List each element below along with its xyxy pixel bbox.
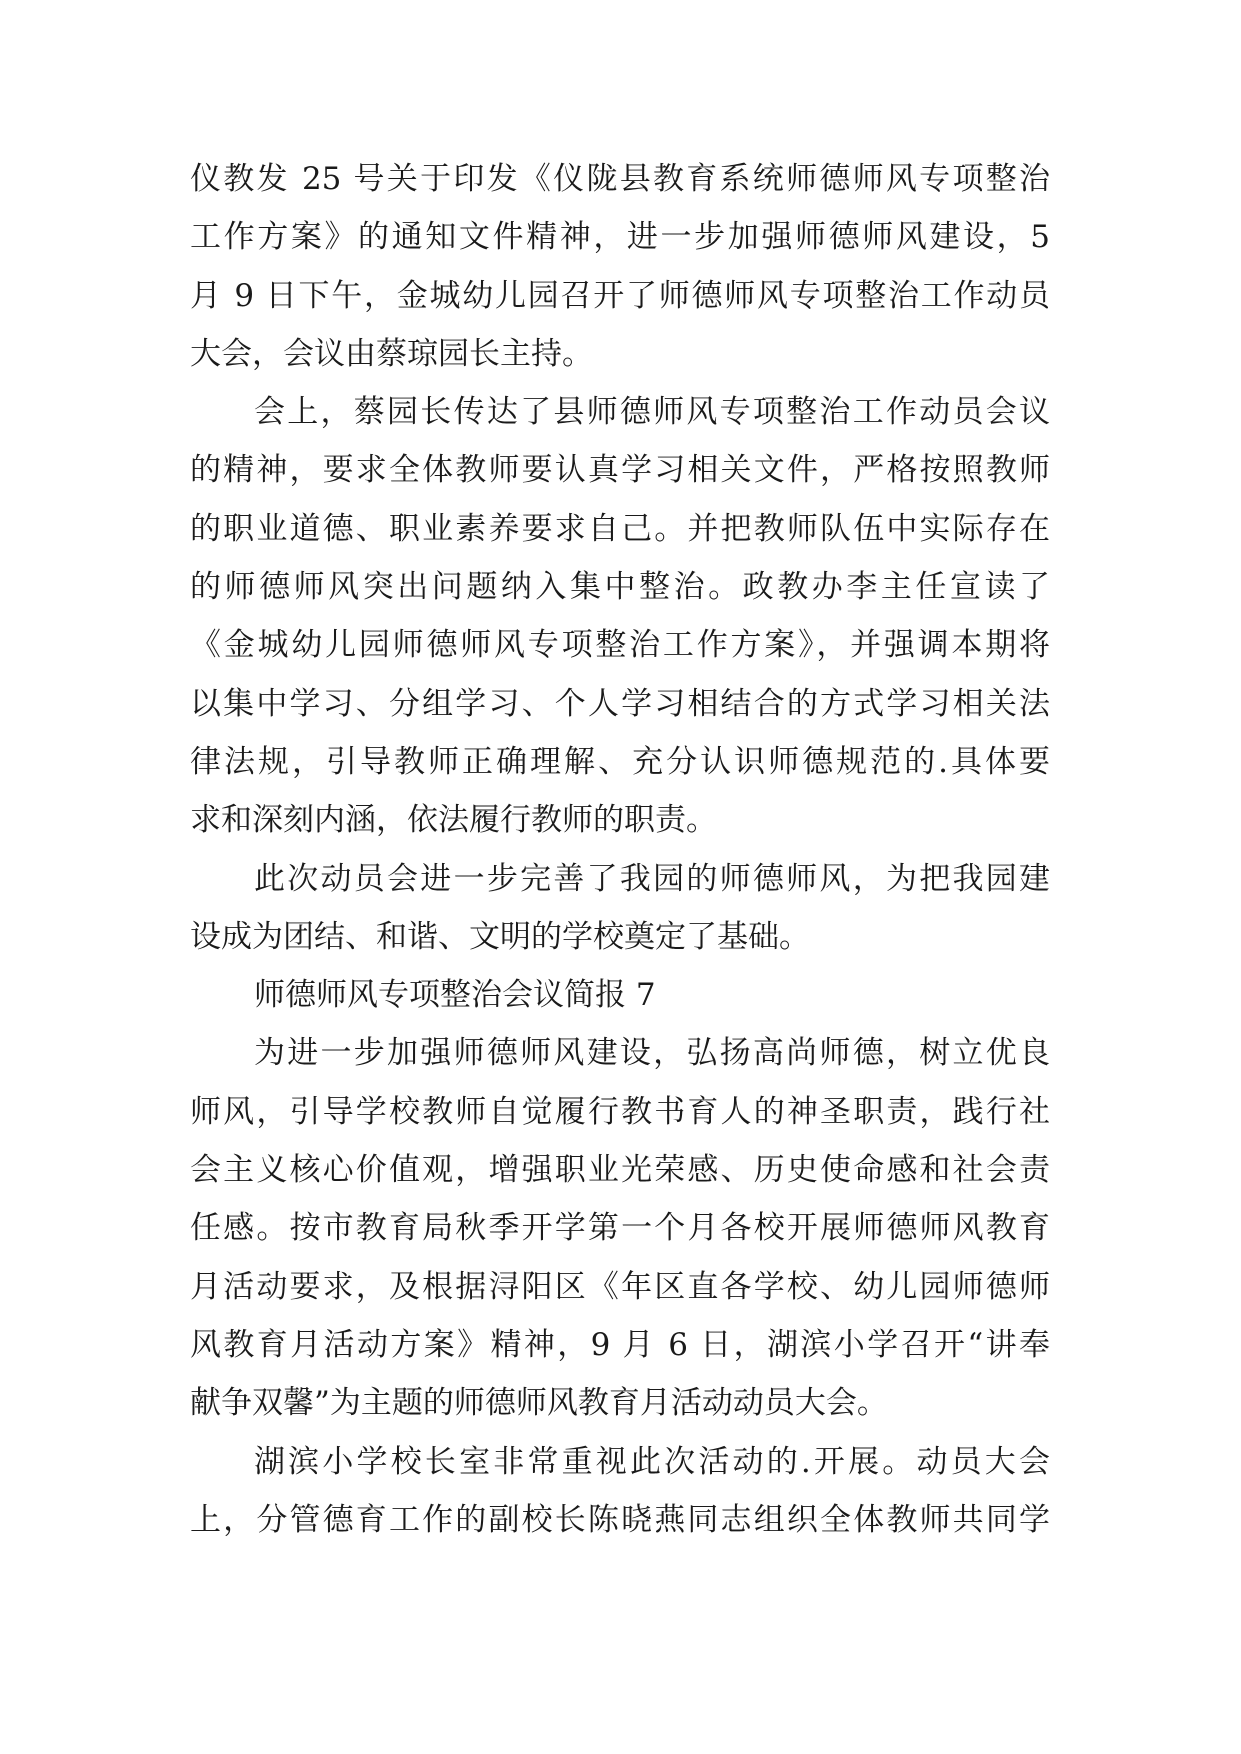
text-line: 仪教发 25 号关于印发《仪陇县教育系统师德师风专项整治: [190, 161, 1050, 197]
paragraph-first-line: 为进一步加强师德师风建设，弘扬高尚师德，树立优良: [254, 1035, 1050, 1072]
text-line: 的师德师风突出问题纳入集中整治。政教办李主任宣读了: [190, 569, 1050, 606]
text-line: 大会，会议由蔡琼园长主持。: [190, 335, 593, 372]
paragraph-first-line: 湖滨小学校长室非常重视此次活动的.开展。动员大会: [254, 1443, 1050, 1480]
text-line: 律法规，引导教师正确理解、充分认识师德规范的.具体要: [190, 743, 1050, 780]
text-line: 会主义核心价值观，增强职业光荣感、历史使命感和社会责: [190, 1152, 1050, 1189]
text-line: 设成为团结、和谐、文明的学校奠定了基础。: [190, 918, 810, 955]
text-line: 献争双馨”为主题的师德师风教育月活动动员大会。: [190, 1385, 888, 1422]
document-body: [190, 150, 1050, 1549]
paragraph-first-line: 此次动员会进一步完善了我园的师德师风，为把我园建: [254, 860, 1050, 897]
text-line: 求和深刻内涵，依法履行教师的职责。: [190, 802, 717, 839]
text-line: 风教育月活动方案》精神，9 月 6 日，湖滨小学召开“讲奉: [190, 1326, 1050, 1363]
text-line: 任感。按市教育局秋季开学第一个月各校开展师德师风教育: [190, 1210, 1050, 1247]
paragraph-first-line: 师德师风专项整治会议简报 7: [254, 977, 656, 1014]
text-line: 月活动要求，及根据浔阳区《年区直各学校、幼儿园师德师: [190, 1268, 1050, 1305]
paragraph-first-line: 会上，蔡园长传达了县师德师风专项整治工作动员会议: [254, 394, 1050, 431]
text-line: 月 9 日下午，金城幼儿园召开了师德师风专项整治工作动员: [190, 277, 1050, 314]
text-line: 的精神，要求全体教师要认真学习相关文件，严格按照教师: [190, 452, 1050, 489]
text-line: 《金城幼儿园师德师风专项整治工作方案》，并强调本期将: [190, 627, 1050, 664]
text-line: 工作方案》的通知文件精神，进一步加强师德师风建设，5: [190, 219, 1050, 256]
text-line: 以集中学习、分组学习、个人学习相结合的方式学习相关法: [190, 685, 1050, 722]
text-line: 上，分管德育工作的副校长陈晓燕同志组织全体教师共同学: [190, 1501, 1050, 1538]
text-line: 的职业道德、职业素养要求自己。并把教师队伍中实际存在: [190, 510, 1050, 547]
text-line: 师风，引导学校教师自觉履行教书育人的神圣职责，践行社: [190, 1093, 1050, 1130]
